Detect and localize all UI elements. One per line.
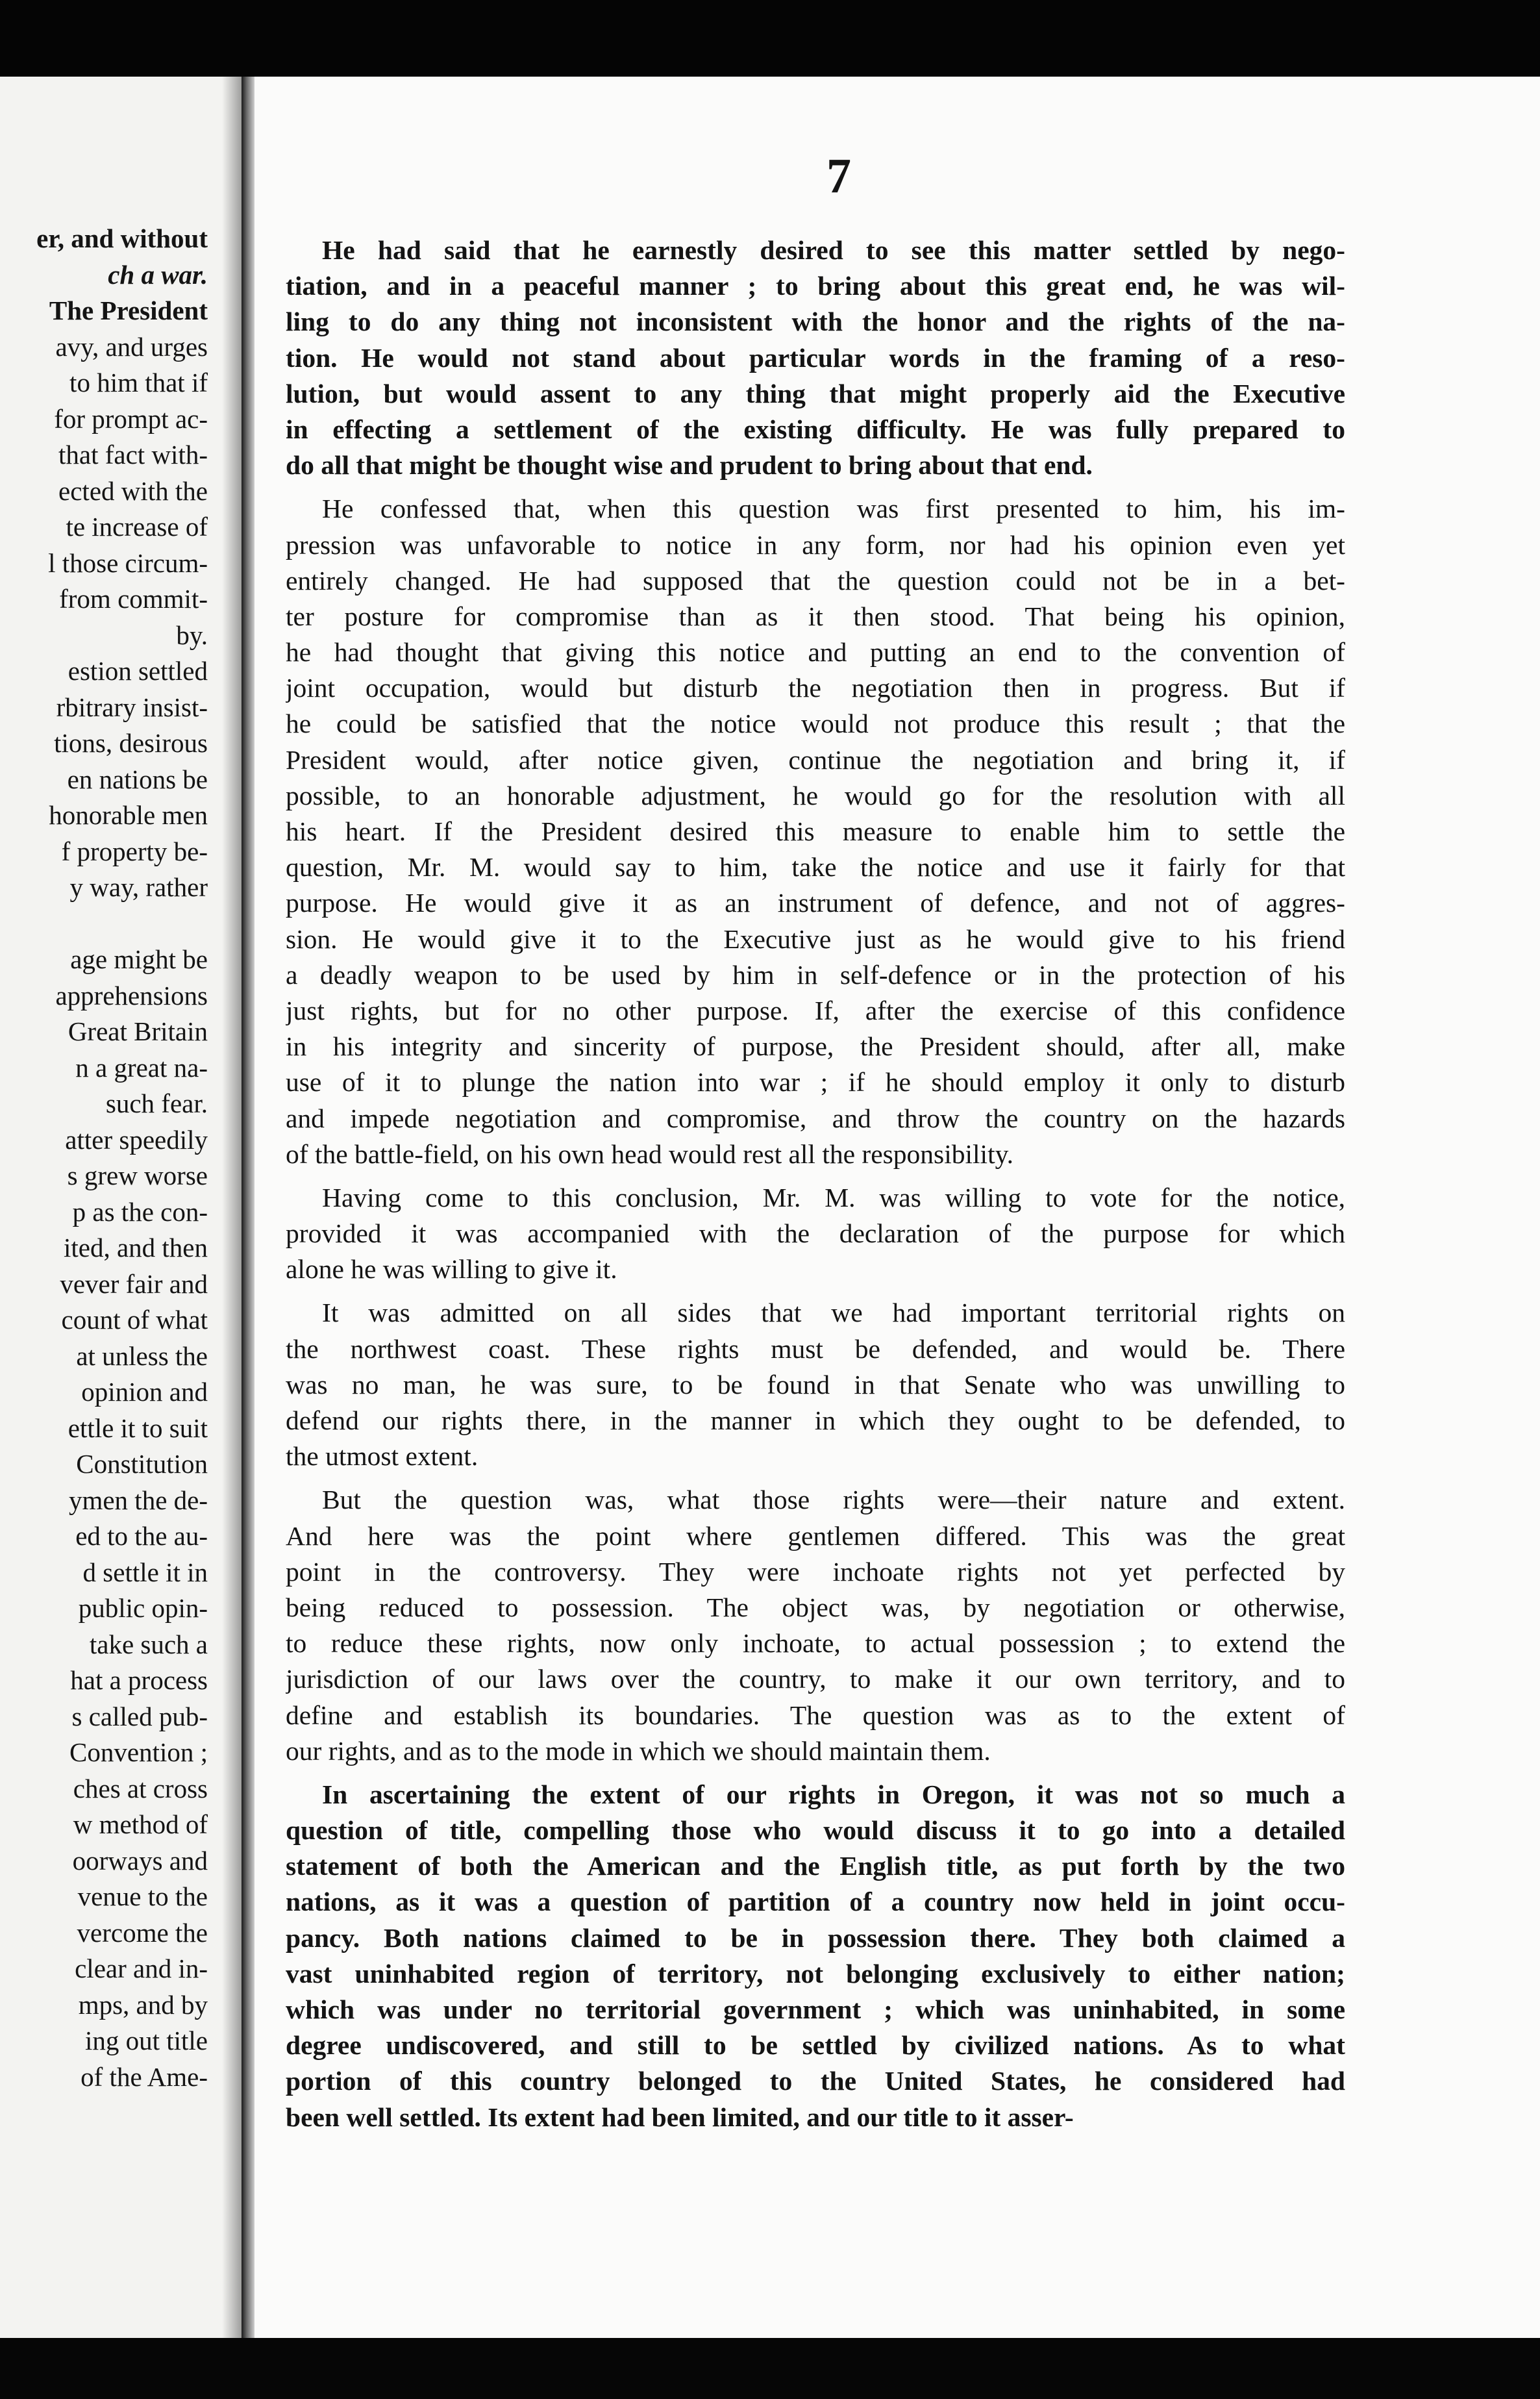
left-page-line: ited, and then xyxy=(63,1233,208,1262)
page-number: 7 xyxy=(826,149,851,203)
text-line: ter posture for compromise than as it then stood. That being his opinion, xyxy=(286,601,1345,631)
text-line: do all that might be thought wise and prudent to bring about that end. xyxy=(286,450,1093,481)
left-page-line: ches at cross xyxy=(73,1773,208,1803)
left-page-line: Convention ; xyxy=(69,1737,208,1767)
text-line: question of title, compelling those who would discuss it to go into a detailed xyxy=(286,1815,1345,1846)
left-page-line: hat a process xyxy=(70,1665,208,1695)
left-page-line: Great Britain xyxy=(68,1016,208,1046)
left-page-line: venue to the xyxy=(77,1881,208,1911)
left-page-line: s called pub- xyxy=(71,1701,208,1731)
left-page-line: at unless the xyxy=(76,1340,208,1371)
left-page-line: d settle it in xyxy=(82,1557,208,1587)
text-line: pancy. Both nations claimed to be in possession there. They both claimed a xyxy=(286,1922,1345,1953)
text-line: ling to do any thing not inconsistent with the honor and the rights of the na- xyxy=(286,307,1345,337)
text-line: degree undiscovered, and still to be settled by civilized nations. As to what xyxy=(286,2030,1345,2061)
left-page-line: Constitution xyxy=(76,1449,208,1479)
left-page-line: ymen the de- xyxy=(68,1485,208,1515)
left-page-line: oorways and xyxy=(72,1845,208,1876)
text-line: And here was the point where gentlemen differed. This was the great xyxy=(286,1520,1345,1551)
paragraph xyxy=(286,1295,1345,1474)
scan-top-border xyxy=(0,0,1540,77)
left-page-line: vever fair and xyxy=(60,1268,208,1299)
text-line: In ascertaining the extent of our rights in Oregon, it was not so much a xyxy=(322,1779,1345,1809)
left-page-line: that fact with- xyxy=(58,440,208,470)
left-page-line: w method of xyxy=(73,1809,208,1839)
text-line: purpose. He would give it as an instrument of defence, and not of aggres- xyxy=(286,888,1345,918)
text-line: he had thought that giving this notice and putting an end to the convention of xyxy=(286,637,1345,668)
text-line: being reduced to possession. The object was, by negotiation or otherwise, xyxy=(286,1592,1345,1622)
text-line: lution, but would assent to any thing that might properly aid the Executive xyxy=(286,378,1345,408)
text-line: Having come to this conclusion, Mr. M. was willing to vote for the notice, xyxy=(322,1182,1345,1212)
left-page-line: rbitrary insist- xyxy=(56,692,208,722)
left-page-text xyxy=(0,221,208,2095)
left-page-line: estion settled xyxy=(68,656,208,686)
text-line: just rights, but for no other purpose. If, after the exercise of this confidence xyxy=(286,995,1345,1025)
text-line: He confessed that, when this question was first presented to him, his im- xyxy=(322,494,1345,524)
text-line: It was admitted on all sides that we had important territorial rights on xyxy=(322,1298,1345,1328)
text-line: statement of both the American and the English title, as put forth by the two xyxy=(286,1851,1345,1881)
left-page-line: ected with the xyxy=(58,475,208,506)
text-line: tion. He would not stand about particular words in the framing of a reso- xyxy=(286,342,1345,373)
paragraph xyxy=(286,232,1345,483)
left-page-line: atter speedily xyxy=(65,1124,208,1155)
text-line: use of it to plunge the nation into war ; if he should employ it only to disturb xyxy=(286,1067,1345,1098)
text-line: question, Mr. M. would say to him, take the notice and use it fairly for that xyxy=(286,852,1345,883)
body-text xyxy=(286,232,1345,2135)
left-page-line: opinion and xyxy=(81,1377,208,1407)
text-line: and impede negotiation and compromise, and throw the country on the hazards xyxy=(286,1103,1345,1133)
left-page-line: to him that if xyxy=(69,368,208,397)
text-line: tiation, and in a peaceful manner ; to bring about this great end, he was wil- xyxy=(286,271,1345,301)
text-line: defend our rights there, in the manner in which they ought to be defended, to xyxy=(286,1405,1345,1435)
left-page-line: public opin- xyxy=(78,1593,208,1623)
text-line: alone he was willing to give it. xyxy=(286,1254,617,1285)
text-line: define and establish its boundaries. The question was as to the extent of xyxy=(286,1700,1345,1730)
left-page-line xyxy=(0,906,208,942)
left-page-line: age might be xyxy=(70,944,208,974)
left-page-line: such fear. xyxy=(105,1088,208,1118)
book-gutter xyxy=(242,77,255,2338)
left-page-line: s grew worse xyxy=(67,1161,208,1190)
left-page-line: ch a war. xyxy=(108,259,208,290)
paragraph xyxy=(286,491,1345,1172)
text-line: of the battle-field, on his own head would rest all the responsibility. xyxy=(286,1138,1014,1169)
left-page-line: ettle it to suit xyxy=(68,1413,208,1443)
text-line: joint occupation, would but disturb the negotiation then in progress. But if xyxy=(286,673,1345,703)
text-line: jurisdiction of our laws over the country, to make it our own territory, and to xyxy=(286,1664,1345,1694)
text-line: point in the controversy. They were inchoate rights not yet perfected by xyxy=(286,1556,1345,1587)
text-line: been well settled. Its extent had been limited, and our title to it asser- xyxy=(286,2102,1074,2132)
left-page-line: n a great na- xyxy=(75,1052,208,1083)
text-line: the northwest coast. These rights must be defended, and would be. There xyxy=(286,1333,1345,1364)
text-line: the utmost extent. xyxy=(286,1441,478,1472)
left-page-line: p as the con- xyxy=(72,1196,208,1227)
left-page-line: tions, desirous xyxy=(54,728,208,758)
text-line: in effecting a settlement of the existing difficulty. He was fully prepared to xyxy=(286,414,1345,444)
left-page-line: for prompt ac- xyxy=(54,403,208,434)
left-page-line: l those circum- xyxy=(48,547,208,578)
left-page-line: f property be- xyxy=(61,836,208,866)
text-line: provided it was accompanied with the declaration of the purpose for which xyxy=(286,1218,1345,1249)
text-line: possible, to an honorable adjustment, he would go for the resolution with all xyxy=(286,780,1345,810)
left-page-line: take such a xyxy=(89,1629,208,1659)
left-page-line: of the Ame- xyxy=(81,2061,208,2092)
text-line: He had said that he earnestly desired to see this matter settled by nego- xyxy=(322,235,1345,265)
text-line: But the question was, what those rights were—their nature and extent. xyxy=(322,1485,1345,1515)
text-line: portion of this country belonged to the United States, he considered had xyxy=(286,2066,1345,2096)
text-line: entirely changed. He had supposed that the question could not be in a bet- xyxy=(286,565,1345,596)
left-page-line: ed to the au- xyxy=(75,1521,208,1551)
left-page-line: avy, and urges xyxy=(55,331,208,362)
text-line: a deadly weapon to be used by him in self-defence or in the protection of his xyxy=(286,959,1345,990)
left-page-line: apprehensions xyxy=(55,980,208,1011)
text-line: he could be satisfied that the notice would not produce this result ; that the xyxy=(286,709,1345,739)
text-line: sion. He would give it to the Executive just as he would give to his friend xyxy=(286,923,1345,954)
text-line: nations, as it was a question of partition of a country now held in joint occu- xyxy=(286,1887,1345,1917)
scan-bottom-border xyxy=(0,2338,1540,2399)
text-line: to reduce these rights, now only inchoate, to actual possession ; to extend the xyxy=(286,1628,1345,1659)
text-line: vast uninhabited region of territory, not belonging exclusively to either nation; xyxy=(286,1958,1345,1989)
left-page-fragment xyxy=(0,77,242,2338)
left-page-line: by. xyxy=(176,620,208,650)
text-line: in his integrity and sincerity of purpose, the President should, after all, make xyxy=(286,1031,1345,1062)
paragraph xyxy=(286,1777,1345,2135)
paragraph xyxy=(286,1482,1345,1769)
left-page-line: er, and without xyxy=(36,223,208,253)
right-page xyxy=(255,77,1540,2338)
left-page-line: ing out title xyxy=(84,2026,208,2055)
left-page-line: count of what xyxy=(61,1305,208,1335)
left-page-line: en nations be xyxy=(67,764,208,794)
left-page-line: te increase of xyxy=(66,512,208,542)
left-page-line: y way, rather xyxy=(69,872,208,902)
left-page-line: from commit- xyxy=(59,584,208,614)
left-page-line: honorable men xyxy=(49,800,208,830)
page-fold-shadow xyxy=(222,77,242,2338)
text-line: pression was unfavorable to notice in any form, nor had his opinion even yet xyxy=(286,529,1345,560)
text-line: was no man, he was sure, to be found in that Senate who was unwilling to xyxy=(286,1369,1345,1400)
left-page-line: vercome the xyxy=(77,1917,208,1948)
left-page-line: clear and in- xyxy=(75,1953,208,1983)
text-line: his heart. If the President desired this measure to enable him to settle the xyxy=(286,816,1345,846)
text-line: which was under no territorial government ; which was uninhabited, in some xyxy=(286,1994,1345,2024)
text-line: President would, after notice given, continue the negotiation and bring it, if xyxy=(286,744,1345,775)
text-line: our rights, and as to the mode in which we should maintain them. xyxy=(286,1735,991,1766)
paragraph xyxy=(286,1180,1345,1288)
left-page-line: The President xyxy=(49,295,208,325)
left-page-line: mps, and by xyxy=(78,1989,208,2020)
